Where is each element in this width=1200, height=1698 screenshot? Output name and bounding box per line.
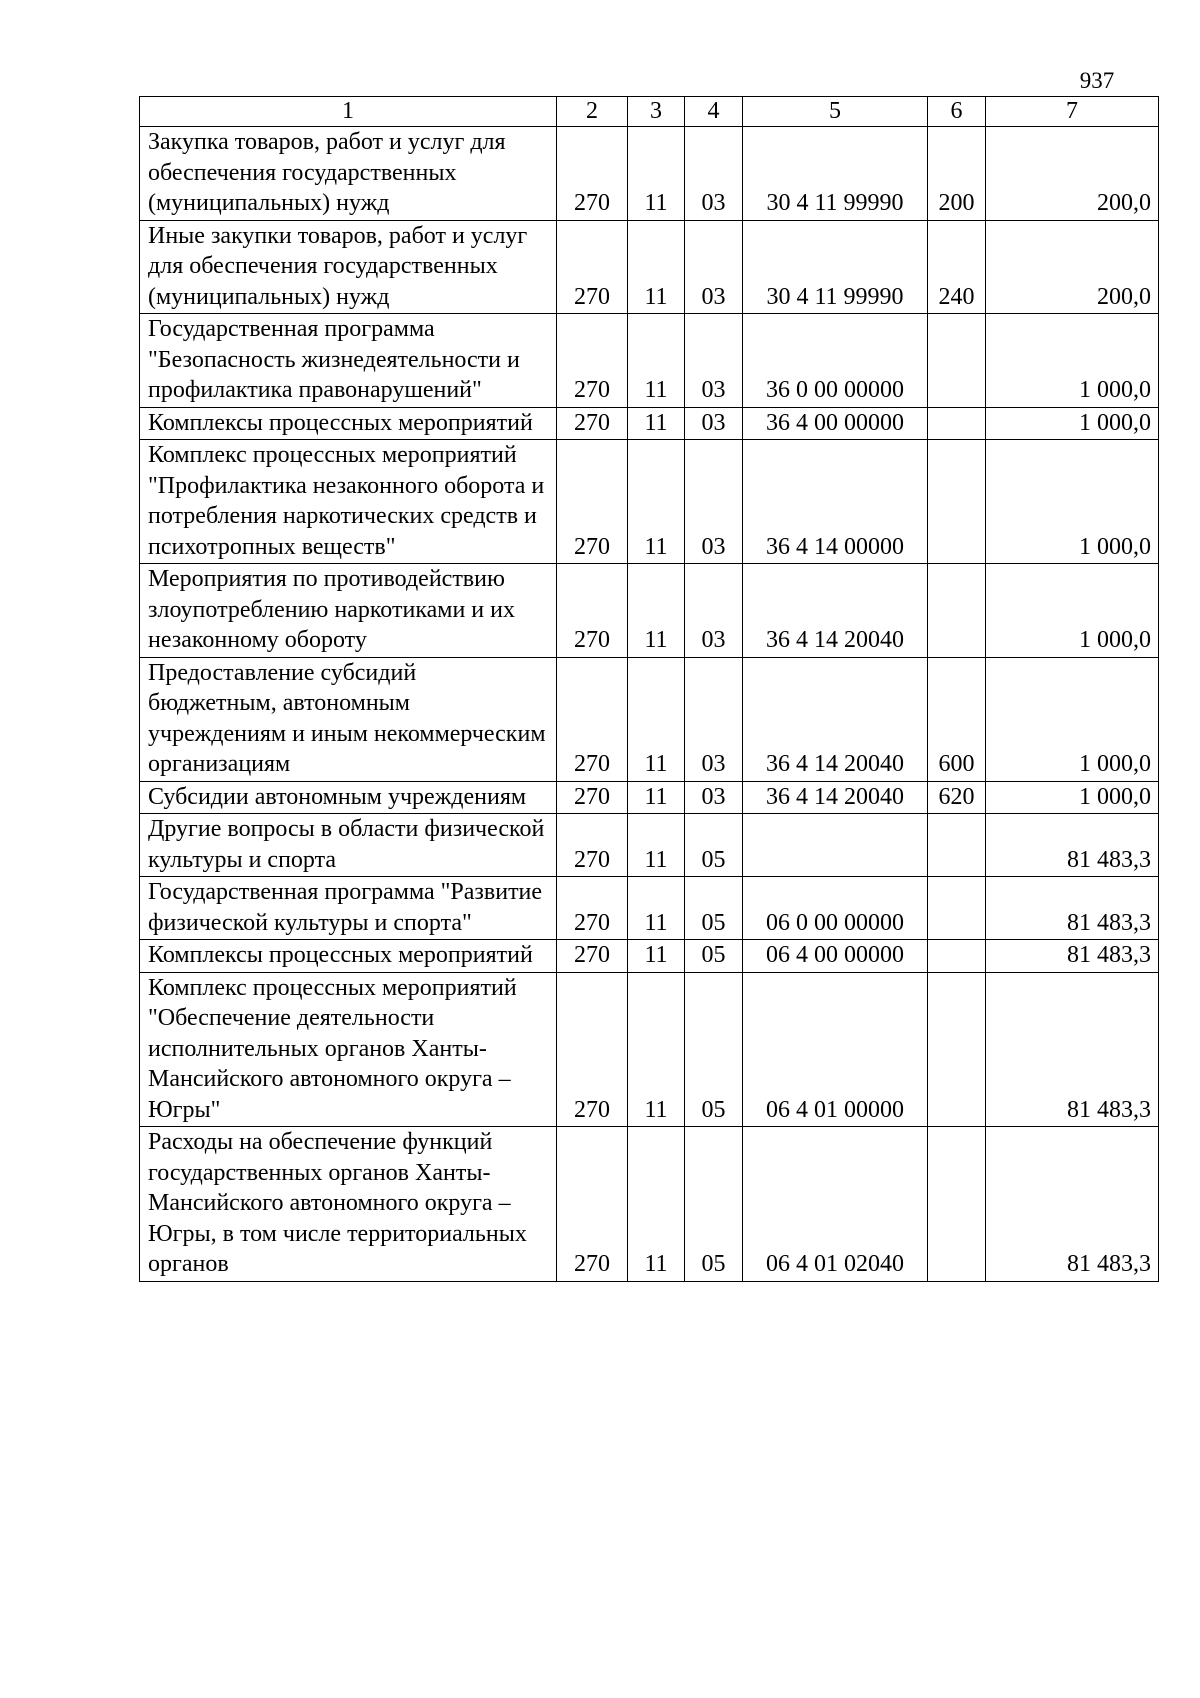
- row-subsection-cell: 05: [685, 1127, 743, 1282]
- row-expense-type-cell: [928, 877, 986, 940]
- row-subsection-cell: 05: [685, 877, 743, 940]
- row-subsection-cell: 03: [685, 407, 743, 440]
- row-target-cell: 06 4 01 02040: [743, 1127, 928, 1282]
- row-name-cell: Другие вопросы в области физической культуры и спорта: [140, 814, 557, 877]
- row-section-cell: 11: [628, 814, 685, 877]
- row-ministry-cell: 270: [557, 314, 628, 408]
- row-expense-type-cell: [928, 972, 986, 1127]
- row-subsection-cell: 03: [685, 564, 743, 658]
- header-cell-7: 7: [986, 97, 1159, 127]
- table-row: [140, 814, 1159, 877]
- row-ministry-cell: 270: [557, 440, 628, 564]
- row-name-cell: Государственная программа "Развитие физической культуры и спорта": [140, 877, 557, 940]
- row-amount-cell: 1 000,0: [986, 781, 1159, 814]
- table-body: [140, 97, 1159, 1282]
- row-expense-type-cell: [928, 440, 986, 564]
- row-section-cell: 11: [628, 940, 685, 973]
- row-ministry-cell: 270: [557, 407, 628, 440]
- row-ministry-cell: 270: [557, 877, 628, 940]
- row-subsection-cell: 03: [685, 220, 743, 314]
- row-amount-cell: 1 000,0: [986, 407, 1159, 440]
- row-section-cell: 11: [628, 220, 685, 314]
- table-row: [140, 940, 1159, 973]
- row-amount-cell: 81 483,3: [986, 814, 1159, 877]
- row-subsection-cell: 05: [685, 814, 743, 877]
- table-row: [140, 440, 1159, 564]
- row-expense-type-cell: 620: [928, 781, 986, 814]
- header-cell-4: 4: [685, 97, 743, 127]
- row-name-cell: Закупка товаров, работ и услуг для обеспечения государственных (муниципальных) нужд: [140, 127, 557, 221]
- row-target-cell: 36 4 14 20040: [743, 781, 928, 814]
- table-row: [140, 877, 1159, 940]
- row-section-cell: 11: [628, 781, 685, 814]
- row-ministry-cell: 270: [557, 657, 628, 781]
- page-number: 937: [1079, 68, 1115, 93]
- row-name-cell: Комплекс процессных мероприятий "Обеспечение деятельности исполнительных органов Ханты-Мансийского автономного округа – Югры": [140, 972, 557, 1127]
- row-name-cell: Мероприятия по противодействию злоупотреблению наркотиками и их незаконному обороту: [140, 564, 557, 658]
- row-subsection-cell: 03: [685, 314, 743, 408]
- row-ministry-cell: 270: [557, 127, 628, 221]
- row-name-cell: Государственная программа "Безопасность жизнедеятельности и профилактика правонарушений": [140, 314, 557, 408]
- row-subsection-cell: 05: [685, 940, 743, 973]
- row-amount-cell: 200,0: [986, 127, 1159, 221]
- header-cell-2: 2: [557, 97, 628, 127]
- row-amount-cell: 81 483,3: [986, 940, 1159, 973]
- row-expense-type-cell: 600: [928, 657, 986, 781]
- row-target-cell: 36 4 14 00000: [743, 440, 928, 564]
- row-ministry-cell: 270: [557, 940, 628, 973]
- row-amount-cell: 1 000,0: [986, 314, 1159, 408]
- row-section-cell: 11: [628, 972, 685, 1127]
- row-target-cell: [743, 814, 928, 877]
- row-amount-cell: 1 000,0: [986, 440, 1159, 564]
- row-target-cell: 36 4 14 20040: [743, 564, 928, 658]
- table-row: [140, 972, 1159, 1127]
- table-row: [140, 564, 1159, 658]
- header-cell-3: 3: [628, 97, 685, 127]
- row-expense-type-cell: 240: [928, 220, 986, 314]
- table-row: [140, 1127, 1159, 1282]
- row-section-cell: 11: [628, 564, 685, 658]
- row-ministry-cell: 270: [557, 220, 628, 314]
- table-row: [140, 314, 1159, 408]
- table-row: [140, 127, 1159, 221]
- header-cell-6: 6: [928, 97, 986, 127]
- row-expense-type-cell: [928, 1127, 986, 1282]
- row-section-cell: 11: [628, 440, 685, 564]
- budget-table: [139, 96, 1159, 1282]
- row-expense-type-cell: 200: [928, 127, 986, 221]
- row-target-cell: 06 4 01 00000: [743, 972, 928, 1127]
- row-name-cell: Комплекс процессных мероприятий "Профилактика незаконного оборота и потребления наркотических средств и психотропных веществ": [140, 440, 557, 564]
- row-name-cell: Комплексы процессных мероприятий: [140, 940, 557, 973]
- row-subsection-cell: 03: [685, 657, 743, 781]
- row-amount-cell: 1 000,0: [986, 657, 1159, 781]
- row-expense-type-cell: [928, 564, 986, 658]
- row-subsection-cell: 03: [685, 781, 743, 814]
- row-name-cell: Расходы на обеспечение функций государственных органов Ханты-Мансийского автономного округа – Югры, в том числе территориальных органов: [140, 1127, 557, 1282]
- header-cell-5: 5: [743, 97, 928, 127]
- row-ministry-cell: 270: [557, 1127, 628, 1282]
- row-name-cell: Комплексы процессных мероприятий: [140, 407, 557, 440]
- row-subsection-cell: 05: [685, 972, 743, 1127]
- row-target-cell: 36 0 00 00000: [743, 314, 928, 408]
- row-amount-cell: 1 000,0: [986, 564, 1159, 658]
- row-section-cell: 11: [628, 657, 685, 781]
- row-ministry-cell: 270: [557, 972, 628, 1127]
- table-row: [140, 781, 1159, 814]
- row-target-cell: 06 0 00 00000: [743, 877, 928, 940]
- row-section-cell: 11: [628, 407, 685, 440]
- row-expense-type-cell: [928, 940, 986, 973]
- row-ministry-cell: 270: [557, 814, 628, 877]
- row-subsection-cell: 03: [685, 127, 743, 221]
- row-section-cell: 11: [628, 1127, 685, 1282]
- row-expense-type-cell: [928, 314, 986, 408]
- row-expense-type-cell: [928, 407, 986, 440]
- row-amount-cell: 81 483,3: [986, 972, 1159, 1127]
- table-row: [140, 407, 1159, 440]
- row-section-cell: 11: [628, 877, 685, 940]
- row-name-cell: Предоставление субсидий бюджетным, автономным учреждениям и иным некоммерческим организациям: [140, 657, 557, 781]
- row-target-cell: 36 4 14 20040: [743, 657, 928, 781]
- row-target-cell: 36 4 00 00000: [743, 407, 928, 440]
- row-name-cell: Иные закупки товаров, работ и услуг для обеспечения государственных (муниципальных) нужд: [140, 220, 557, 314]
- row-target-cell: 30 4 11 99990: [743, 127, 928, 221]
- row-section-cell: 11: [628, 314, 685, 408]
- table-row: [140, 657, 1159, 781]
- row-ministry-cell: 270: [557, 564, 628, 658]
- row-subsection-cell: 03: [685, 440, 743, 564]
- row-target-cell: 06 4 00 00000: [743, 940, 928, 973]
- row-amount-cell: 81 483,3: [986, 877, 1159, 940]
- row-amount-cell: 200,0: [986, 220, 1159, 314]
- row-name-cell: Субсидии автономным учреждениям: [140, 781, 557, 814]
- row-expense-type-cell: [928, 814, 986, 877]
- header-row: [140, 97, 1159, 127]
- row-ministry-cell: 270: [557, 781, 628, 814]
- row-amount-cell: 81 483,3: [986, 1127, 1159, 1282]
- table-row: [140, 220, 1159, 314]
- row-target-cell: 30 4 11 99990: [743, 220, 928, 314]
- row-section-cell: 11: [628, 127, 685, 221]
- header-cell-1: 1: [140, 97, 557, 127]
